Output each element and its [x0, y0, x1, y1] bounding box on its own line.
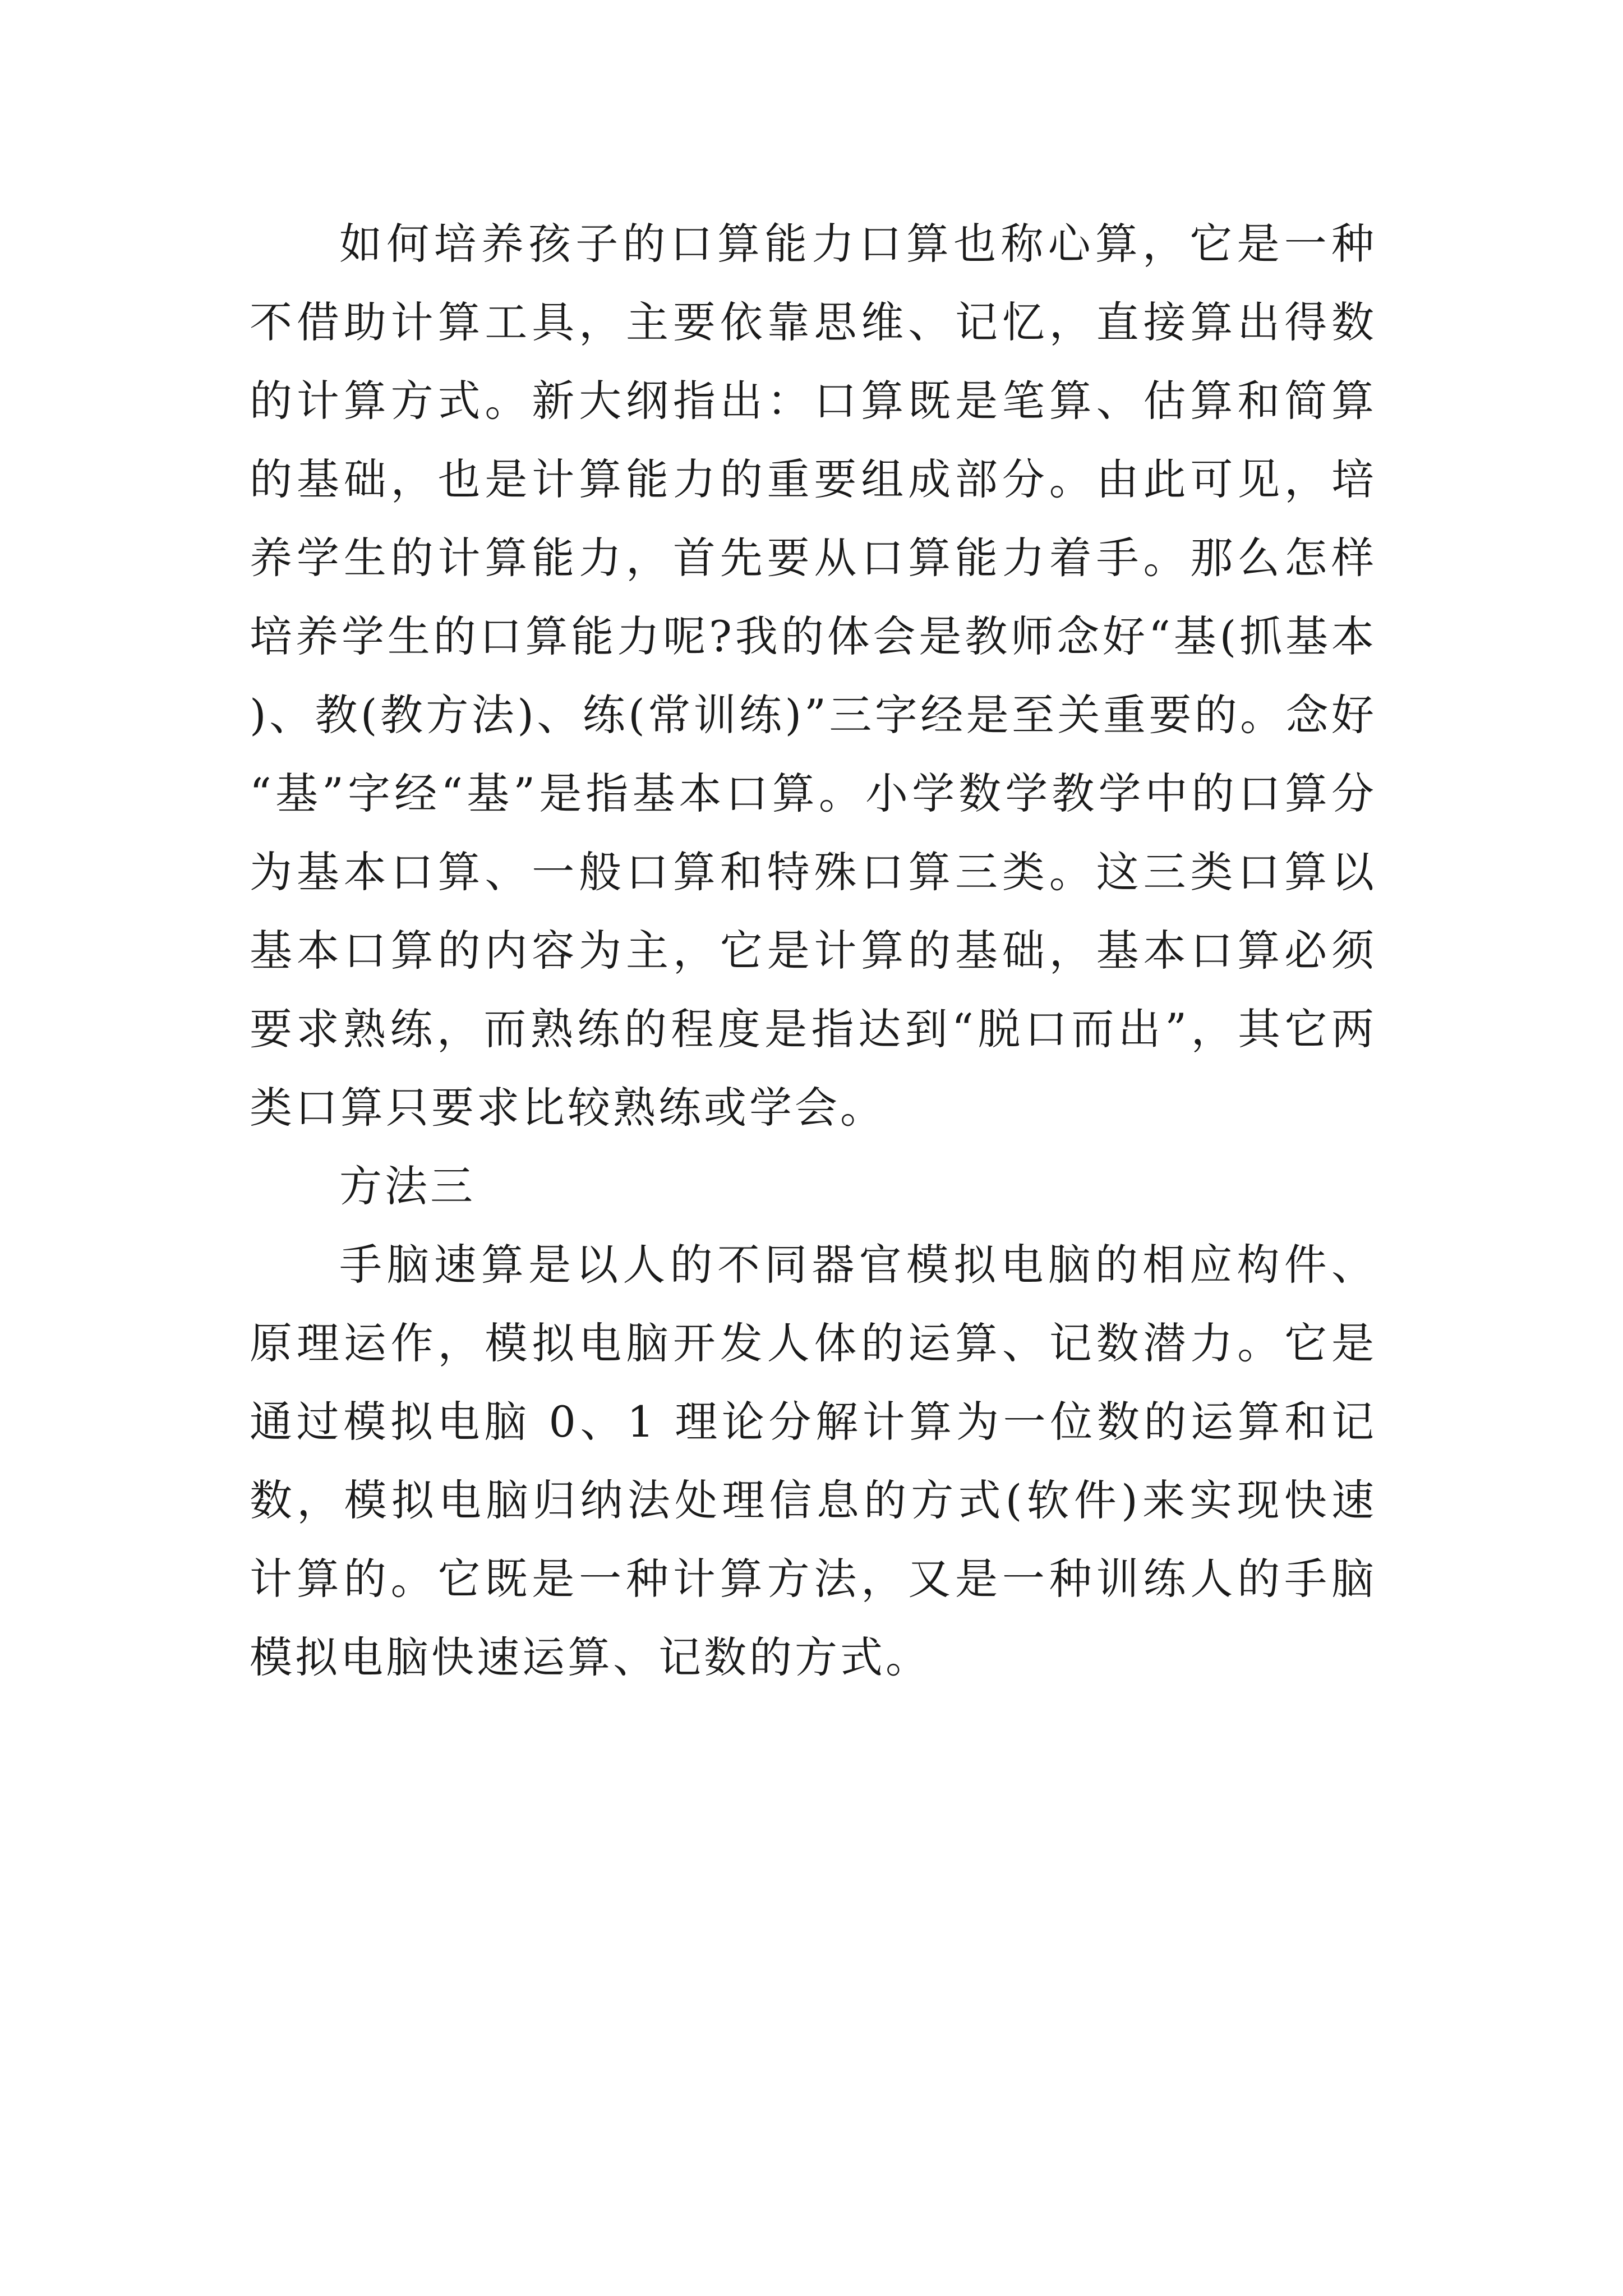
- document-body: [250, 205, 1377, 1697]
- paragraph-hand-brain-calculation: 手脑速算是以人的不同器官模拟电脑的相应构件、原理运作，模拟电脑开发人体的运算、记数潜力。它是通过模拟电脑 0、1 理论分解计算为一位数的运算和记数，模拟电脑归纳法处理信息的方式(软件)来实现快速计算的。它既是一种计算方法，又是一种训练人的手脑模拟电脑快速运算、记数的方式。: [250, 1240, 1377, 1682]
- paragraph-method-three-heading: 方法三: [339, 1161, 476, 1211]
- paragraph-mental-arithmetic: 如何培养孩子的口算能力口算也称心算，它是一种不借助计算工具，主要依靠思维、记忆，直接算出得数的计算方式。新大纲指出：口算既是笔算、估算和简算的基础，也是计算能力的重要组成部分。由此可见，培养学生的计算能力，首先要从口算能力着手。那么怎样培养学生的口算能力呢?我的体会是教师念好“基(抓基本)、教(教方法)、练(常训练)”三字经是至关重要的。念好“基”字经“基”是指基本口算。小学数学教学中的口算分为基本口算、一般口算和特殊口算三类。这三类口算以基本口算的内容为主，它是计算的基础，基本口算必须要求熟练，而熟练的程度是指达到“脱口而出”，其它两类口算只要求比较熟练或学会。: [250, 219, 1377, 1133]
